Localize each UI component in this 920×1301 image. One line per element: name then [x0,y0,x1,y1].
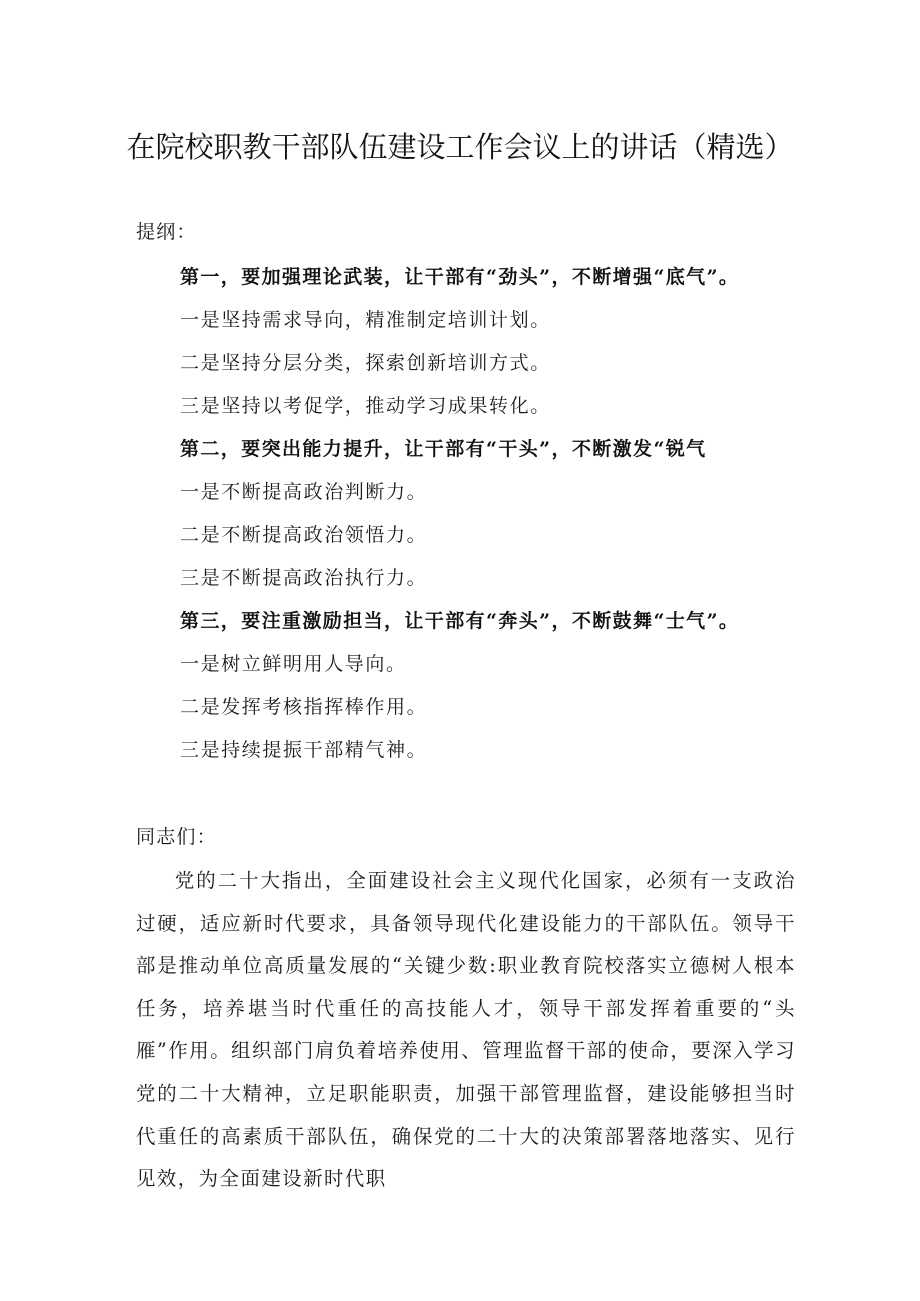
greeting: 同志们： [136,826,217,848]
section-3-item-2: 二是发挥考核指挥棒作用。 [180,696,428,718]
section-1-heading: 第一，要加强理论武装，让干部有“劲头”，不断增强“底气”。 [180,266,740,288]
document-title: 在院校职教干部队伍建设工作会议上的讲话（精选） [126,130,794,164]
section-2-item-3: 三是不断提高政治执行力。 [180,567,428,589]
section-2-item-2: 二是不断提高政治领悟力。 [180,524,428,546]
section-1-item-2: 二是坚持分层分类，探索创新培训方式。 [180,352,551,374]
section-1-item-3: 三是坚持以考促学，推动学习成果转化。 [180,395,551,417]
body-paragraph: 党的二十大指出，全面建设社会主义现代化国家，必须有一支政治过硬，适应新时代要求，具备领导现代化建设能力的干部队伍。领导干部是推动单位高质量发展的“关键少数:职业教育院校落实立德树人根本任务，培养堪当时代重任的高技能人才，领导干部发挥着重要的“头雁”作用。组织部门肩负着培养使用、管理监督干部的使命，要深入学习党的二十大精神，立足职能职责，加强干部管理监督，建设能够担当时代重任的高素质干部队伍，确保党的二十大的决策部署落地落实、见行见效，为全面建设新时代职 [136,869,796,1191]
outline-label: 提纲： [136,221,197,243]
section-2-heading: 第二，要突出能力提升，让干部有“干头”，不断激发“锐气 [180,438,707,460]
section-3-item-3: 三是持续提振干部精气神。 [180,739,428,761]
section-1-item-1: 一是坚持需求导向，精准制定培训计划。 [180,309,551,331]
section-3-item-1: 一是树立鲜明用人导向。 [180,653,407,675]
section-3-heading: 第三，要注重激励担当，让干部有“奔头”，不断鼓舞“士气”。 [180,610,740,632]
section-2-item-1: 一是不断提高政治判断力。 [180,481,428,503]
